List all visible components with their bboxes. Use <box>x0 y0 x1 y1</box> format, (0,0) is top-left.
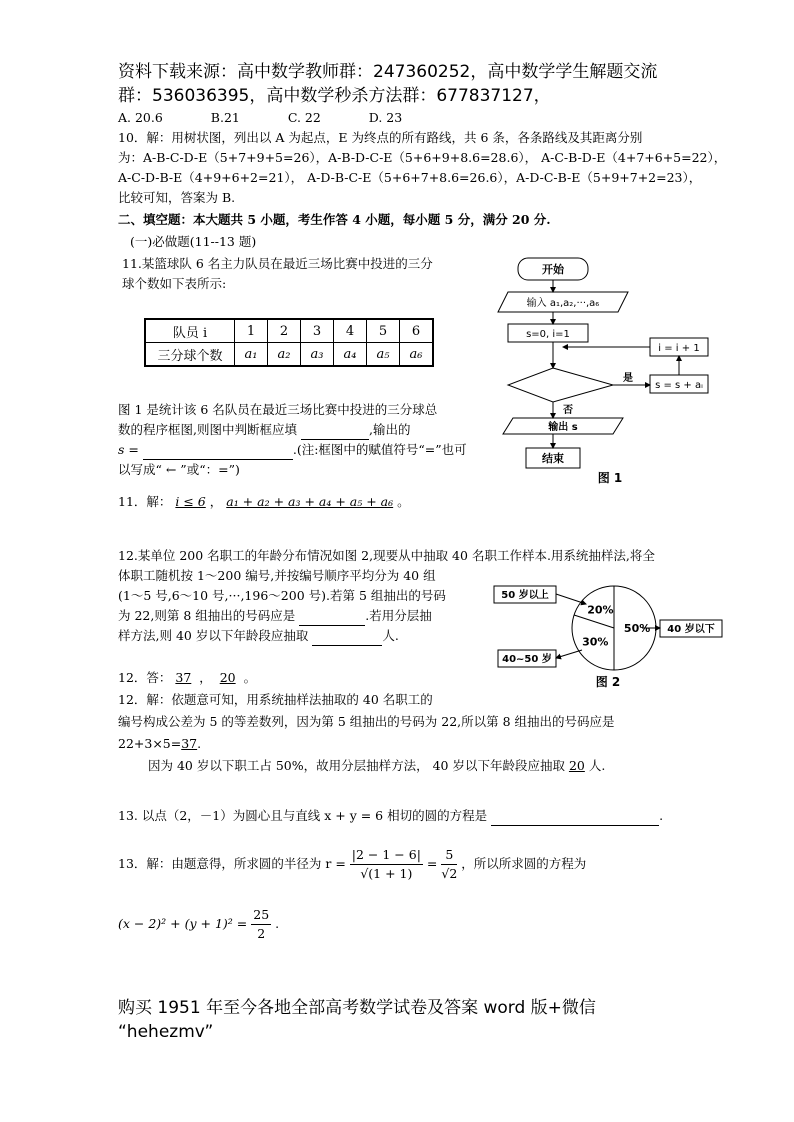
flow-end-text: 结束 <box>542 452 564 465</box>
flow-start-text: 开始 <box>542 263 564 276</box>
table-cell: a₆ <box>400 343 434 367</box>
pie-chart <box>490 582 730 690</box>
header-line-2: 群：536036395，高中数学秒杀方法群：677837127， <box>118 86 551 106</box>
q13-num-2: 5 <box>441 846 457 865</box>
q13-final-den: 2 <box>257 926 266 941</box>
pie-value-label: 30% <box>582 635 609 649</box>
q11-desc-3 <box>118 440 467 460</box>
table-head-count: 三分球个数 <box>145 343 235 367</box>
flow-init-text: s=0, i=1 <box>526 329 570 340</box>
q12-answer-end: 。 <box>243 670 257 685</box>
q11-line-1: 11.某篮球队 6 名主力队员在最近三场比赛中投进的三分 <box>122 256 433 271</box>
q13-final-num: 25 <box>251 906 271 925</box>
flow-input-text: 输入 a₁,a₂,···,a₆ <box>526 298 600 309</box>
q12-line-5 <box>118 626 399 646</box>
table-cell: 5 <box>367 319 400 343</box>
q13-final-end: . <box>275 916 280 931</box>
answer-blank <box>491 811 659 826</box>
pie-label-40down: 40 岁以下 <box>667 624 715 635</box>
table-cell: 2 <box>268 319 301 343</box>
q11-table <box>144 318 434 367</box>
flow-output-text: 输出 s <box>548 422 578 433</box>
q12-sol-3a: 22+3×5= <box>118 736 182 751</box>
q12-answer: 12．答： 37 ， 20 。 <box>118 670 257 685</box>
answer-blank <box>301 425 369 440</box>
q11-answer-end: 。 <box>397 494 410 509</box>
q12-line-4a: 为 22,则第 8 组抽出的号码应是 <box>118 608 296 623</box>
q10-line-3: A-C-D-B-E（4+9+6+2=21）， A-D-B-C-E（5+6+7+8.6=26.6），A-D-C-B-E（5+9+7+2=23）， <box>118 170 702 185</box>
q13-solution <box>118 846 586 883</box>
q11-answer-prefix: 11．解： <box>118 494 172 509</box>
q11-desc-1: 图 1 是统计该 6 名队员在最近三场比赛中投进的三分球总 <box>118 402 438 417</box>
flow-accum-text: s = s + aᵢ <box>655 380 703 391</box>
q12-sol-4a: 因为 40 岁以下职工占 50%，故用分层抽样方法， 40 岁以下年龄段应抽取 <box>148 758 569 773</box>
q10-line-2: 为：A-B-C-D-E（5+7+9+5=26），A-B-D-C-E（5+6+9+8.6=28.6）， A-C-B-D-E（4+7+6+5=22）， <box>118 150 727 165</box>
q10-line-1: 10．解：用树状图，列出以 A 为起点，E 为终点的所有路线，共 6 条，各条路线及其距离分别 <box>118 130 643 145</box>
q11-answer <box>118 492 410 512</box>
q12-answer-prefix: 12．答： <box>118 670 172 685</box>
q12-sol-4b: 20 <box>568 758 585 773</box>
flow-incr-text: i = i + 1 <box>658 343 700 354</box>
table-cell: a₃ <box>301 343 334 367</box>
table-cell: 6 <box>400 319 434 343</box>
q9-option-d: D. 23 <box>368 110 403 125</box>
q11-line-2: 球个数如下表所示: <box>122 276 227 291</box>
q13-final-lhs: (x − 2)² + (y + 1)² = <box>118 916 248 931</box>
table-cell: a₅ <box>367 343 400 367</box>
q11-desc-2a: 数的程序框图,则图中判断框应填 <box>118 422 297 437</box>
q11-desc-3a: s = <box>118 442 139 457</box>
q9-option-c: C. 22 <box>287 110 321 125</box>
q12-line-5b: 人. <box>382 628 399 643</box>
q12-sol-3b: 37 <box>181 736 198 751</box>
q13-den-1: √(1 + 1) <box>360 866 413 881</box>
footer-line-1: 购买 1951 年至今各地全部高考数学试卷及答案 word 版+微信 <box>118 998 596 1018</box>
table-head-player: 队员 i <box>145 319 235 343</box>
q12-sol-4 <box>148 756 605 776</box>
pie-value-label: 50% <box>623 622 651 635</box>
footer-line-2: “hehezmv” <box>118 1022 214 1042</box>
q11-desc-2b: ,输出的 <box>368 422 411 437</box>
q9-option-a: A. 20.6 <box>118 110 163 125</box>
q13-sol-b: ，所以所求圆的方程为 <box>461 856 587 871</box>
q12-line-3: (1～5 号,6～10 号,···,196～200 号).若第 5 组抽出的号码 <box>118 588 446 603</box>
flow-no-text: 否 <box>563 405 573 416</box>
q13-final <box>118 906 279 943</box>
q12-line-2: 体职工随机按 1～200 编号,并按编号顺序平均分为 40 组 <box>118 568 436 583</box>
q13-question <box>118 806 663 826</box>
q12-line-5a: 样方法,则 40 岁以下年龄段应抽取 <box>118 628 309 643</box>
flow-decision-box <box>508 368 613 402</box>
flowchart-caption: 图 1 <box>597 471 623 485</box>
header-line-1: 资料下载来源：高中数学教师群：247360252，高中数学学生解题交流 <box>118 62 658 82</box>
q13-den-2: √2 <box>441 866 458 881</box>
table-row <box>145 343 433 367</box>
q12-answer-2: 20 <box>219 670 236 685</box>
table-cell: a₁ <box>235 343 268 367</box>
q12-line-4 <box>118 606 432 626</box>
flow-yes-text: 是 <box>623 373 633 384</box>
q13-question-text: 13. 以点（2，－1）为圆心且与直线 x + y = 6 相切的圆的方程是 <box>118 808 488 823</box>
q12-sol-4c: 人. <box>584 758 606 773</box>
q13-sol-a: 13．解：由题意得，所求圆的半径为 r = <box>118 856 346 871</box>
q11-desc-4: 以写成“ ← ”或“：=”) <box>118 462 240 477</box>
q13-eq: = <box>426 856 438 871</box>
q12-sol-1: 12．解：依题意可知，用系统抽样法抽取的 40 名职工的 <box>118 692 433 707</box>
answer-blank <box>312 631 382 646</box>
section-2-title: 二、填空题：本大题共 5 小题，考生作答 4 小题，每小题 5 分，满分 20 分. <box>118 212 551 227</box>
table-cell: a₂ <box>268 343 301 367</box>
answer-blank <box>143 445 293 460</box>
q11-answer-2: a₁ + a₂ + a₃ + a₄ + a₅ + a₆ <box>226 494 394 509</box>
q13-final-frac <box>251 906 271 943</box>
q10-line-4: 比较可知，答案为 B. <box>118 190 236 205</box>
table-cell: 4 <box>334 319 367 343</box>
section-2-sub: (一)必做题(11--13 题) <box>130 234 257 249</box>
q13-frac-2 <box>441 846 457 883</box>
flowchart <box>488 250 718 490</box>
q11-desc-3b: .(注:框图中的赋值符号“=”也可 <box>292 442 467 457</box>
answer-blank <box>299 611 365 626</box>
table-cell: 1 <box>235 319 268 343</box>
q11-answer-1: i ≤ 6 <box>175 494 206 509</box>
q12-sol-3c: . <box>197 736 202 751</box>
table-cell: 3 <box>301 319 334 343</box>
q12-sol-2: 编号构成公差为 5 的等差数列，因为第 5 组抽出的号码为 22,所以第 8 组抽出的号码应是 <box>118 714 615 729</box>
table-cell: a₄ <box>334 343 367 367</box>
q12-sol-3 <box>118 734 201 754</box>
table-row <box>145 319 433 343</box>
pie-label-4050: 40~50 岁 <box>502 654 552 665</box>
pie-slice-edge <box>574 615 614 628</box>
pie-label-50up: 50 岁以上 <box>501 590 549 601</box>
q12-answer-1: 37 <box>175 670 192 685</box>
q11-answer-sep: ， <box>209 494 223 509</box>
pie-caption: 图 2 <box>595 675 621 689</box>
q13-frac-1 <box>350 846 423 883</box>
q12-line-4b: .若用分层抽 <box>365 608 432 623</box>
q11-desc-2 <box>118 420 410 440</box>
q12-line-1: 12.某单位 200 名职工的年龄分布情况如图 2,现要从中抽取 40 名职工作样本.用系统抽样法,将全 <box>118 548 655 563</box>
q13-question-end: . <box>659 808 664 823</box>
pie-value-label: 20% <box>587 603 614 617</box>
q13-num-1: |2 − 1 − 6| <box>350 846 423 865</box>
q9-options <box>118 108 402 128</box>
q9-option-b: B.21 <box>210 110 240 125</box>
